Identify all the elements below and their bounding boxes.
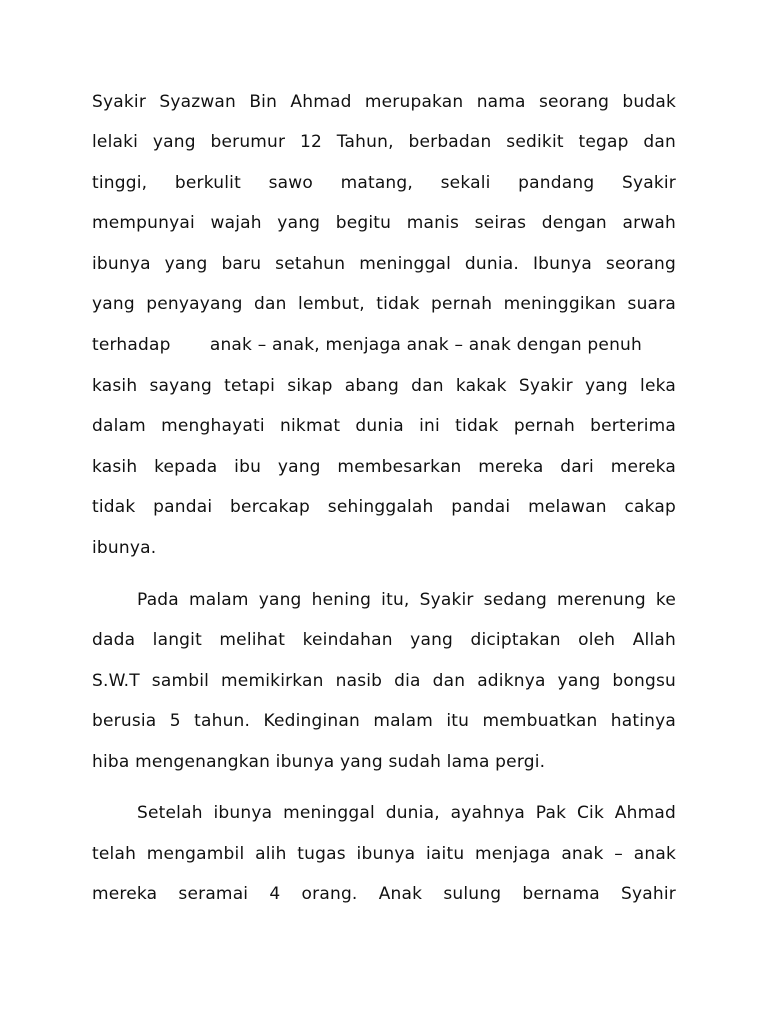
paragraph-2-line-4: berusia 5 tahun. Kedinginan malam itu membuatkan hatinya <box>92 711 676 731</box>
paragraph-3-line-1: Setelah ibunya meninggal dunia, ayahnya Pak Cik Ahmad <box>137 803 676 823</box>
paragraph-1-line-10: kasih kepada ibu yang membesarkan mereka dari mereka <box>92 457 676 477</box>
paragraph-1-line-7: terhadap anak – anak, menjaga anak – anak dengan penuh <box>92 335 643 355</box>
paragraph-1-line-5: ibunya yang baru setahun meninggal dunia. Ibunya seorang <box>92 254 676 274</box>
paragraph-2-line-2: dada langit melihat keindahan yang diciptakan oleh Allah <box>92 630 676 650</box>
paragraph-1-line-8: kasih sayang tetapi sikap abang dan kakak Syakir yang leka <box>92 376 676 396</box>
paragraph-1-line-3: tinggi, berkulit sawo matang, sekali pandang Syakir <box>92 173 676 193</box>
paragraph-2-line-1: Pada malam yang hening itu, Syakir sedang merenung ke <box>137 590 676 610</box>
paragraph-3-line-3: mereka seramai 4 orang. Anak sulung bernama Syahir <box>92 884 676 904</box>
paragraph-1-line-11: tidak pandai bercakap sehinggalah pandai melawan cakap <box>92 497 676 517</box>
paragraph-1-line-2: lelaki yang berumur 12 Tahun, berbadan sedikit tegap dan <box>92 132 676 152</box>
paragraph-2-line-3: S.W.T sambil memikirkan nasib dia dan adiknya yang bongsu <box>92 671 676 691</box>
paragraph-1-line-6: yang penyayang dan lembut, tidak pernah meninggikan suara <box>92 294 676 314</box>
paragraph-1-line-12: ibunya. <box>92 538 157 558</box>
paragraph-1-line-9: dalam menghayati nikmat dunia ini tidak pernah berterima <box>92 416 676 436</box>
paragraph-1-line-1: Syakir Syazwan Bin Ahmad merupakan nama seorang budak <box>92 92 676 112</box>
paragraph-1-line-4: mempunyai wajah yang begitu manis seiras dengan arwah <box>92 213 676 233</box>
paragraph-2-line-5: hiba mengenangkan ibunya yang sudah lama pergi. <box>92 752 546 772</box>
paragraph-3-line-2: telah mengambil alih tugas ibunya iaitu menjaga anak – anak <box>92 844 676 864</box>
